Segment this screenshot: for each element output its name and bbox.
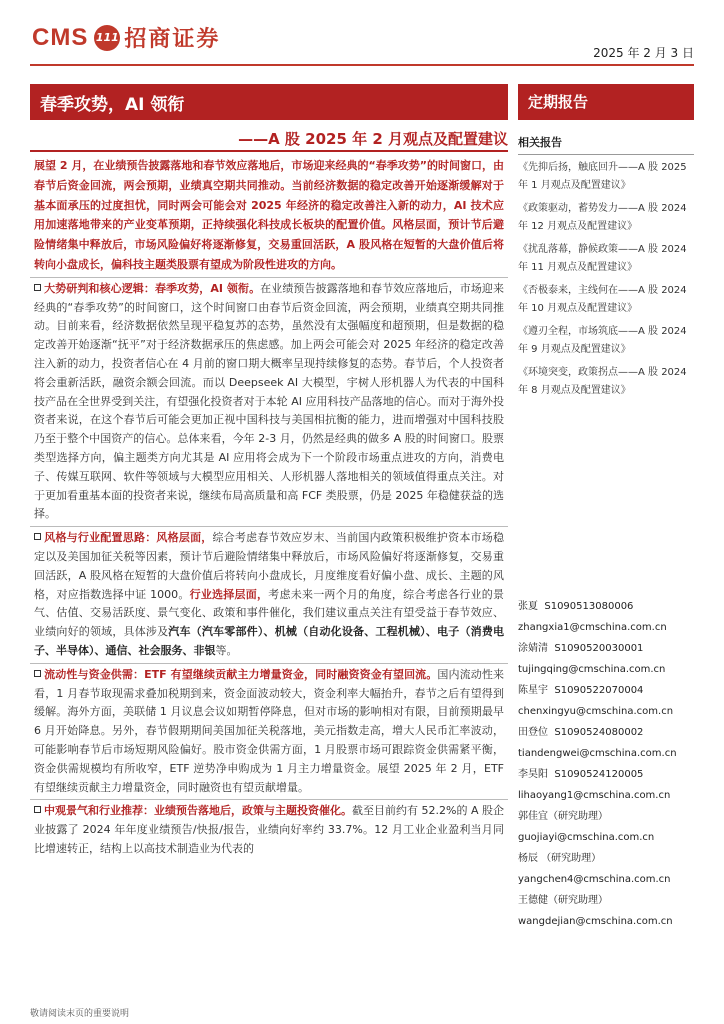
analyst-email[interactable]: chenxingyu@cmschina.com.cn [518,706,674,717]
footer-disclaimer: 敬请阅读末页的重要说明 [30,1009,130,1019]
section-market-outlook [30,280,508,524]
section-heading: 风格与行业配置思路：风格层面， [44,531,213,545]
section-body: 国内流动性来看，1 月春节取现需求叠加税期到来，资金面波动较大，资金利率大幅抬升，春节之后有望得到缓解。海外方面，美联储 1 月议息会议如期暂停降息，但对市场的影响相对有限，目前预期最早 6 月开始降息。另外，春节假期期间美国加征关税落地，美元指数走高，增大人民币汇率波动，可能影响春节后市场短期风险偏好。股市资金供需方面，1 月股票市场可跟踪资金供需紧平衡，资金供需规模均有所收窄，ETF 逆势净申购成为 1 月主力增量资金。展望 2025 年 2 月，ETF 有望继续贡献主力增量资金，同时融资也有望贡献增量。 [34,667,505,794]
analyst-name: 李昊阳 [518,769,548,780]
report-subtitle: ——A 股 2025 年 2 月观点及配置建议 [238,130,508,148]
analyst-name: 王德健（研究助理） [518,895,608,906]
analyst-entry [518,596,694,617]
section-style-industry [30,529,508,661]
recommended-industries: 汽车（汽车零部件）、机械（自动化设备、工程机械）、电子（消费电子、半导体）、通信、社会服务、非银 [34,625,505,657]
analyst-name: 郭佳宜（研究助理） [518,811,608,822]
analyst-name: 涂婧清 [518,643,548,654]
subsection-end: 等。 [215,643,238,657]
logo-badge-icon: 111 [94,25,120,51]
checkbox-bullet-icon [34,670,41,677]
main-content [30,156,508,859]
analyst-entry [518,722,694,743]
checkbox-bullet-icon [34,806,41,813]
analyst-email[interactable]: yangchen4@cmschina.com.cn [518,874,671,885]
logo-cms-text: CMS [32,23,89,51]
report-date: 2025 年 2 月 3 日 [593,46,694,60]
analyst-entry [518,638,694,659]
analyst-email[interactable]: lihaoyang1@cmschina.com.cn [518,790,671,801]
analyst-email[interactable]: wangdejian@cmschina.com.cn [518,916,673,927]
related-report-link[interactable]: 《先抑后扬，触底回升——A 股 2025 年 1 月观点及配置建议》 [518,162,687,191]
related-reports-sidebar [518,134,694,405]
checkbox-bullet-icon [34,533,41,540]
analyst-entry [518,890,694,911]
analyst-id: S1090524080002 [554,727,644,738]
analyst-email[interactable]: tiandengwei@cmschina.com.cn [518,748,677,759]
report-type-label: 定期报告 [528,93,589,111]
section-divider [30,799,508,800]
related-report-link[interactable]: 《否极泰来，主线何在——A 股 2024 年 10 月观点及配置建议》 [518,285,687,314]
brand-logo [32,22,220,53]
subsection-body: 考虑未来一两个月的角度，综合考虑各行业的景气、估值、交易活跃度、景气变化、政策和事件催化，我们建议重点关注有望受益于春节效应、业绩向好的领域，具体涉及 [34,587,504,639]
analyst-name: 张夏 [518,601,538,612]
analyst-list [518,596,694,932]
analyst-id: S1090520030001 [554,643,644,654]
section-divider [30,277,508,278]
section-heading: 大势研判和核心逻辑：春季攻势，AI 领衔。 [44,281,261,295]
section-meso-prosperity [30,802,508,858]
section-body: 截至目前约有 52.2%的 A 股企业披露了 2024 年年度业绩预告/快报/报告，业绩向好率约 33.7%。12 月工业企业盈利当月同比增速转正，结构上以高技术制造业为代表的 [34,804,504,855]
analyst-id: S1090522070004 [554,685,644,696]
section-body: 综合考虑春节效应岁末、当前国内政策积极维护资本市场稳定以及美国加征关税等因素，预计节后避险情绪集中释放后，市场风险偏好将逐渐修复，交易重回活跃，A 股风格在短暂的大盘价值后将转向小盘成长，月度维度看好偏小盘、成长、主题的风格，对应指数选择中证 1000。 [34,531,505,601]
section-liquidity [30,666,508,798]
analyst-name: 田登位 [518,727,548,738]
analyst-entry [518,680,694,701]
related-report-link[interactable]: 《扰乱落幕，静候政策——A 股 2024 年 11 月观点及配置建议》 [518,244,687,273]
header-divider [30,64,694,66]
section-body: 在业绩预告披露落地和春节效应落地后，市场迎来经典的“春季攻势”的时间窗口，这个时间窗口由春节后资金回流，两会预期，业绩真空期共同推动。目前来看，经济数据依然呈现平稳复苏的态势，虽然没有太强幅度和超预期，但是数据的稳定改善开始逐渐“抚平”对于经济数据承压的焦虑感。加上两会可能会对 2025 年经济的稳定改善注入新的动力，投资者信心在 4 月前的窗口期大概率呈现持续修复的态势。春节后，个人投资者将会重新活跃，融资余额会回流。而以 Deepseek AI 大模型，宇树人形机器人为代表的中国科技产品在全世界受到关注，有望强化投资者对于本轮 AI 应用科技产品落地的信心。而对于海外投资者来说，在这个春节后可能会更加正视中国科技与美国相抗衡的能力，进而增强对中国科技股乃至于整个中国资产的信心。总体来看，今年 2-3 月，仍然是经典的做多 A 股的时间窗口。股票类型选择方向，偏主题类方向尤其是 AI 应用将会成为下一个阶段市场重点进攻的方向，消费电子、传媒互联网、软件等领域与大模型应用相关、人形机器人落地相关的领域值得重点关注。对于更加看重基本面的投资者来说，继续布局高质量和高 FCF 类股票，仍是 2025 年稳健获益的选择。 [34,281,504,521]
analyst-email[interactable]: zhangxia1@cmschina.com.cn [518,622,667,633]
page-header [0,0,724,78]
related-reports-title: 相关报告 [518,134,694,155]
title-banner [30,84,508,120]
analyst-email[interactable]: tujingqing@cmschina.com.cn [518,664,666,675]
analyst-name: 陈星宇 [518,685,548,696]
report-title: 春季攻势，AI 领衔 [40,95,185,115]
analyst-name: 杨辰 （研究助理） [518,853,602,864]
section-heading: 中观景气和行业推荐：业绩预告落地后，政策与主题投资催化。 [44,804,353,818]
section-divider [30,663,508,664]
logo-chinese-text: 招商证券 [124,27,221,52]
subsection-heading: 行业选择层面， [189,587,269,601]
analyst-entry [518,764,694,785]
checkbox-bullet-icon [34,284,41,291]
related-report-link[interactable]: 《环境突变，政策拐点——A 股 2024 年 8 月观点及配置建议》 [518,367,687,396]
analyst-id: S1090524120005 [554,769,644,780]
analyst-email[interactable]: guojiayi@cmschina.com.cn [518,832,655,843]
title-divider [30,150,508,152]
analyst-id: S1090513080006 [544,601,634,612]
report-type-banner [518,84,694,120]
related-report-link[interactable]: 《政策驱动，蓄势发力——A 股 2024 年 12 月观点及配置建议》 [518,203,687,232]
section-divider [30,526,508,527]
section-heading: 流动性与资金供需：ETF 有望继续贡献主力增量资金，同时融资资金有望回流。 [44,667,438,681]
analyst-entry [518,848,694,869]
analyst-entry [518,806,694,827]
related-report-link[interactable]: 《遵刃全程，市场筑底——A 股 2024 年 9 月观点及配置建议》 [518,326,687,355]
summary-paragraph: 展望 2 月，在业绩预告披露落地和春节效应落地后，市场迎来经典的“春季攻势”的时间窗口，由春节后资金回流，两会预期，业绩真空期共同推动。当前经济数据的稳定改善开始逐渐缓解对于基本面承压的过度担忧，同时两会可能会对 2025 年经济的稳定改善注入新的动力，AI 技术应用加速落地带来的产业变革预期，正持续强化科技成长板块的配置价值。风格层面，预计节后避险情绪集中释放后，市场风险偏好将逐渐修复，交易重回活跃，A 股风格在短暂的大盘价值后将转向小盘成长，偏科技主题类股票有望成为阶段性进攻的方向。 [34,159,504,271]
